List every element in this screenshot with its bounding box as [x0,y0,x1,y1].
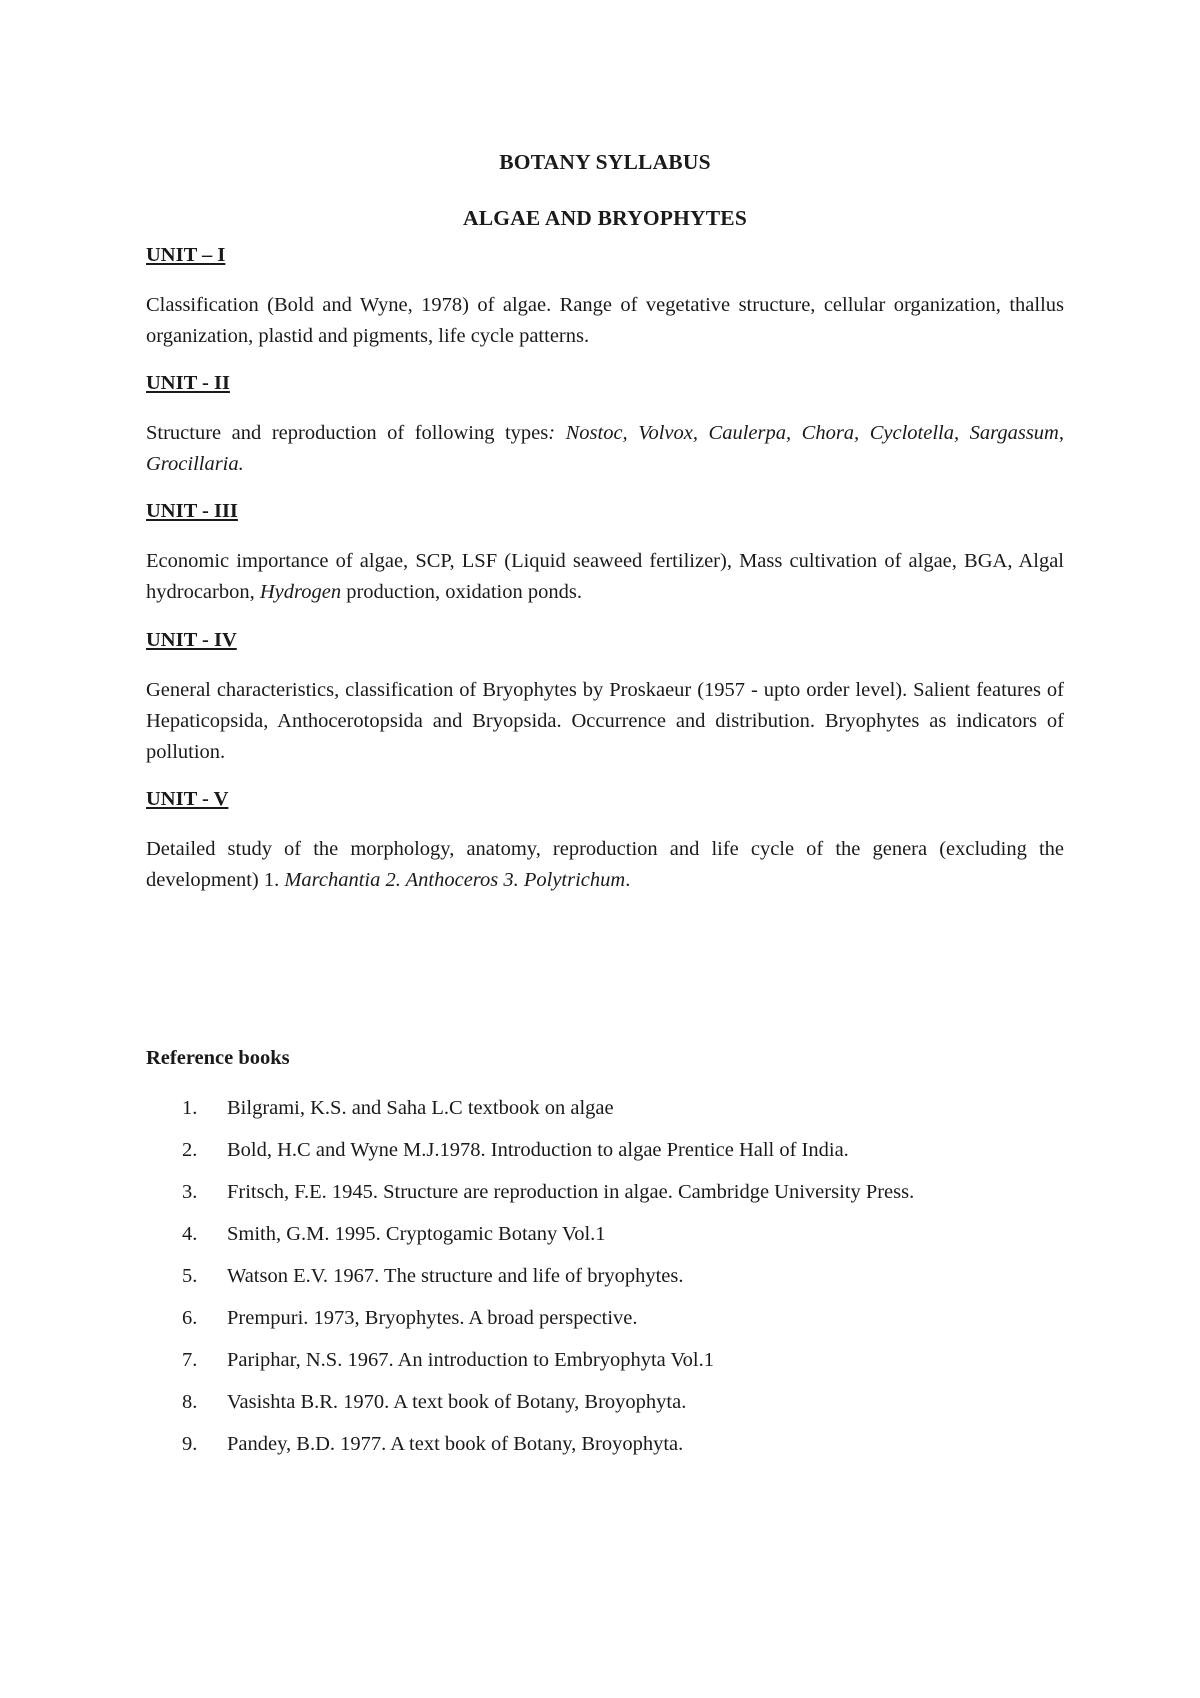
reference-text: Prempuri. 1973, Bryophytes. A broad perspective. [227,1307,638,1329]
reference-item [146,1345,1064,1387]
unit-3-text-after: production, oxidation ponds. [341,581,582,603]
unit-2-text-plain: Structure and reproduction of following types [146,422,549,444]
unit-1-heading: UNIT – I [146,244,226,266]
reference-text: Bold, H.C and Wyne M.J.1978. Introduction to algae Prentice Hall of India. [227,1139,849,1161]
reference-item [146,1303,1064,1345]
unit-2-text-species: : Nostoc, Volvox, Caulerpa, Chora, Cyclotella, Sargassum, Grocillaria. [146,422,1064,475]
reference-item [146,1219,1064,1261]
reference-item [146,1135,1064,1177]
reference-item [146,1387,1064,1429]
reference-text: Smith, G.M. 1995. Cryptogamic Botany Vol.1 [227,1223,606,1245]
unit-2-text [146,418,1064,480]
reference-number: 6. [182,1307,198,1329]
unit-5-text-after: . [625,869,631,891]
reference-number: 2. [182,1139,198,1161]
references-list [146,1093,1064,1471]
reference-text: Fritsch, F.E. 1945. Structure are reproduction in algae. Cambridge University Press. [227,1181,915,1203]
unit-4-text: General characteristics, classification of Bryophytes by Proskaeur (1957 - upto order level). Salient features of Hepaticopsida, Anthocerotopsida and Bryopsida. Occurrence and distribution. Bryophytes as indicators of pollution. [146,679,1064,763]
reference-text: Bilgrami, K.S. and Saha L.C textbook on algae [227,1097,614,1119]
reference-number: 3. [182,1181,198,1203]
unit-5-text [146,834,1064,896]
unit-2-heading: UNIT - II [146,372,230,394]
unit-5-text-genera: Marchantia 2. Anthoceros 3. Polytrichum [284,869,626,891]
reference-text: Vasishta B.R. 1970. A text book of Botany, Broyophyta. [227,1391,687,1413]
reference-text: Watson E.V. 1967. The structure and life of bryophytes. [227,1265,684,1287]
reference-number: 4. [182,1223,198,1245]
unit-4-heading: UNIT - IV [146,629,237,651]
unit-3-heading: UNIT - III [146,500,238,522]
reference-number: 7. [182,1349,198,1371]
unit-3-text-italic: Hydrogen [259,581,342,603]
reference-text: Pandey, B.D. 1977. A text book of Botany, Broyophyta. [227,1433,684,1455]
unit-3-text [146,546,1064,608]
reference-item [146,1177,1064,1219]
reference-item [146,1429,1064,1471]
reference-number: 8. [182,1391,198,1413]
reference-text: Pariphar, N.S. 1967. An introduction to Embryophyta Vol.1 [227,1349,714,1371]
references-heading: Reference books [146,1047,290,1069]
unit-5-text-before: Detailed study of the morphology, anatomy, reproduction and life cycle of the genera (excluding the development) 1. [146,838,1064,891]
document-subtitle: ALGAE AND BRYOPHYTES [463,206,747,230]
reference-number: 1. [182,1097,198,1119]
unit-3-text-before: Economic importance of algae, SCP, LSF (Liquid seaweed fertilizer), Mass cultivation of algae, BGA, Algal hydrocarbon, [146,550,1064,603]
reference-item [146,1261,1064,1303]
reference-item [146,1093,1064,1135]
unit-5-heading: UNIT - V [146,788,229,810]
reference-number: 5. [182,1265,198,1287]
document-title: BOTANY SYLLABUS [499,150,711,174]
reference-number: 9. [182,1433,198,1455]
unit-1-text: Classification (Bold and Wyne, 1978) of algae. Range of vegetative structure, cellular organization, thallus organization, plastid and pigments, life cycle patterns. [146,294,1064,347]
